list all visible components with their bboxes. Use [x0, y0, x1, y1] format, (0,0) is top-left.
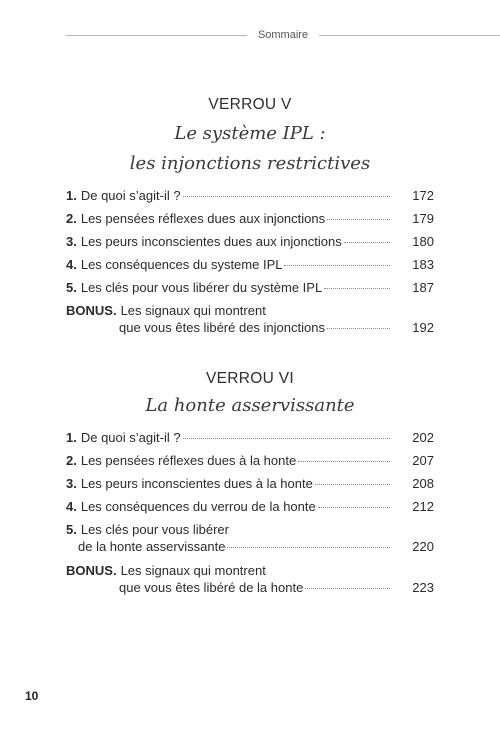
entry-number: BONUS.	[66, 303, 117, 318]
header-rule-left	[66, 35, 247, 36]
entry-title: Les conséquences du systeme IPL	[80, 257, 283, 272]
entry-number: 3.	[66, 234, 77, 249]
entry-title: Les pensées réflexes dues aux injonctions	[80, 211, 326, 226]
entry-page: 208	[412, 476, 434, 491]
entry-page: 202	[412, 430, 434, 445]
section-verrou-vi-subtitle	[0, 391, 500, 421]
entry-title: De quoi s’agit-il ?	[80, 188, 181, 203]
entry-page: 223	[412, 580, 434, 595]
entry-number: 1.	[66, 188, 77, 203]
entry-title-continued: que vous êtes libéré de la honte	[119, 580, 304, 595]
entry-page: 212	[412, 499, 434, 514]
leader-dots	[327, 328, 390, 329]
page-number: 10	[25, 689, 39, 703]
section-heading: VERROU V	[208, 96, 292, 113]
leader-dots	[298, 461, 390, 462]
leader-dots	[327, 219, 390, 220]
entry-title-continued: que vous êtes libéré des injonctions	[119, 320, 325, 335]
leader-dots	[324, 288, 390, 289]
header-title: Sommaire	[257, 29, 309, 41]
entry-title: Les pensées réflexes dues à la honte	[80, 453, 297, 468]
entry-number: 2.	[66, 211, 77, 226]
header-rule-right	[319, 35, 500, 36]
entry-title: Les peurs inconscientes dues aux injonctions	[80, 234, 342, 249]
entry-title: De quoi s’agit-il ?	[80, 430, 181, 445]
running-header	[66, 29, 500, 41]
toc-entry[interactable]	[66, 429, 434, 446]
toc-entry[interactable]	[66, 256, 434, 273]
entry-page: 179	[412, 211, 434, 226]
section-script-title-line1: La honte asservissante	[145, 395, 355, 416]
entry-number: 5.	[66, 280, 77, 295]
leader-dots	[305, 588, 390, 589]
leader-dots	[318, 507, 390, 508]
section-verrou-v	[0, 96, 500, 114]
toc-entry[interactable]	[66, 210, 434, 227]
section-heading: VERROU VI	[206, 370, 294, 387]
entry-page: 180	[412, 234, 434, 249]
entry-page: 207	[412, 453, 434, 468]
entry-number: BONUS.	[66, 563, 117, 578]
toc-entry[interactable]	[66, 279, 434, 296]
entry-page: 187	[412, 280, 434, 295]
entry-number: 4.	[66, 257, 77, 272]
leader-dots	[227, 547, 390, 548]
toc-entry[interactable]	[66, 498, 434, 515]
entry-page: 220	[412, 539, 434, 554]
entry-title: Les signaux qui montrent	[120, 563, 266, 578]
entry-number: 5.	[66, 522, 77, 537]
entry-title: Les peurs inconscientes dues à la honte	[80, 476, 313, 491]
toc-entry[interactable]	[66, 452, 434, 469]
toc-entry[interactable]	[66, 233, 434, 250]
leader-dots	[284, 265, 390, 266]
entry-page: 172	[412, 188, 434, 203]
section-verrou-vi	[0, 370, 500, 388]
entry-title: Les conséquences du verrou de la honte	[80, 499, 316, 514]
toc-entry[interactable]	[66, 521, 434, 555]
entry-number: 4.	[66, 499, 77, 514]
toc-entry-bonus[interactable]	[66, 302, 434, 336]
entry-page: 183	[412, 257, 434, 272]
section-script-title-line1: Le système IPL :	[174, 123, 326, 144]
section-verrou-v-subtitle	[0, 119, 500, 179]
entry-page: 192	[412, 320, 434, 335]
toc-entry[interactable]	[66, 187, 434, 204]
leader-dots	[315, 484, 390, 485]
entry-number: 1.	[66, 430, 77, 445]
leader-dots	[183, 438, 390, 439]
toc-entry-bonus[interactable]	[66, 562, 434, 596]
entry-number: 2.	[66, 453, 77, 468]
entry-title: Les clés pour vous libérer du système IPL	[80, 280, 323, 295]
entry-title: Les clés pour vous libérer	[80, 522, 229, 537]
leader-dots	[344, 242, 390, 243]
entry-title-continued: de la honte asservissante	[78, 539, 226, 554]
section-script-title-line2: les injonctions restrictives	[129, 153, 371, 174]
entry-number: 3.	[66, 476, 77, 491]
toc-entry[interactable]	[66, 475, 434, 492]
leader-dots	[183, 196, 390, 197]
entry-title: Les signaux qui montrent	[120, 303, 266, 318]
